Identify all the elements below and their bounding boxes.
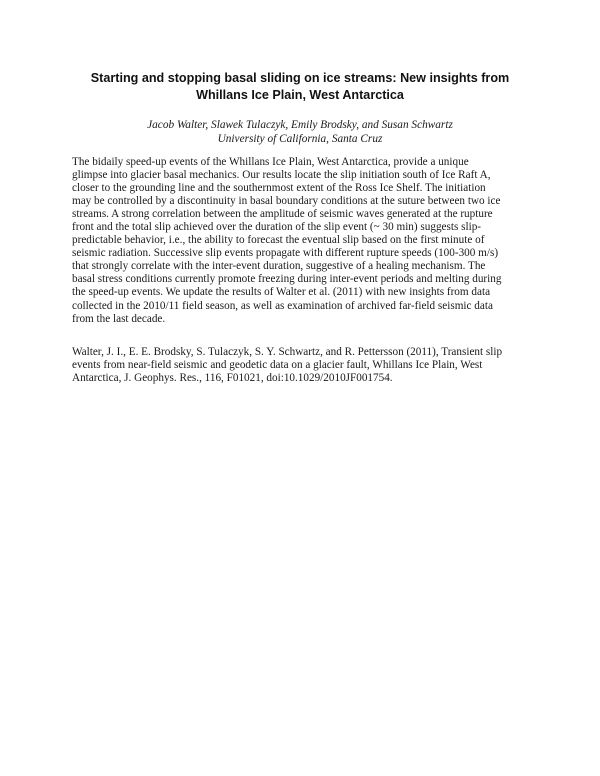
abstract-line: predictable behavior, i.e., the ability to forecast the eventual slip based on the first minute of	[72, 234, 485, 247]
paper-title	[60, 70, 540, 104]
abstract-line: closer to the grounding line and the southernmost extent of the Ross Ice Shelf. The initiation	[72, 182, 486, 195]
abstract-line: may be controlled by a discontinuity in basal boundary conditions at the suture between two ice	[72, 195, 501, 208]
reference-line: events from near-field seismic and geodetic data on a glacier fault, Whillans Ice Plain, West	[72, 359, 483, 372]
abstract-line: that strongly correlate with the inter-event duration, suggestive of a healing mechanism. The	[72, 260, 486, 273]
author-affiliation: University of California, Santa Cruz	[217, 133, 383, 145]
title-line: Starting and stopping basal sliding on ice streams: New insights from	[90, 71, 510, 85]
author-block	[60, 118, 540, 146]
abstract-line: front and the total slip achieved over the duration of the slip event (~ 30 min) suggests slip-	[72, 221, 482, 234]
author-names: Jacob Walter, Slawek Tulaczyk, Emily Brodsky, and Susan Schwartz	[147, 119, 453, 131]
abstract-line: seismic radiation. Successive slip events propagate with different rupture speeds (100-300 m/s)	[72, 247, 499, 260]
title-line: Whillans Ice Plain, West Antarctica	[196, 88, 404, 102]
abstract-line: streams. A strong correlation between the amplitude of seismic waves generated at the rupture	[72, 208, 493, 221]
abstract-line: collected in the 2010/11 field season, as well as examination of archived far-field seismic data	[72, 299, 493, 312]
reference-line: Antarctica, J. Geophys. Res., 116, F01021, doi:10.1029/2010JF001754.	[72, 372, 393, 385]
abstract-line: from the last decade.	[72, 312, 166, 325]
abstract-line: glimpse into glacier basal mechanics. Our results locate the slip initiation south of Ice Raft A,	[72, 169, 491, 182]
abstract-paragraph	[72, 156, 528, 326]
reference-line: Walter, J. I., E. E. Brodsky, S. Tulaczyk, S. Y. Schwartz, and R. Pettersson (2011), Transient slip	[72, 346, 503, 358]
abstract-line: The bidaily speed-up events of the Whillans Ice Plain, West Antarctica, provide a unique	[72, 156, 469, 168]
reference-paragraph	[72, 346, 528, 385]
abstract-line: the speed-up events. We update the results of Walter et al. (2011) with new insights from data	[72, 286, 491, 299]
abstract-line: basal stress conditions currently promote freezing during inter-event periods and melting during	[72, 273, 502, 286]
